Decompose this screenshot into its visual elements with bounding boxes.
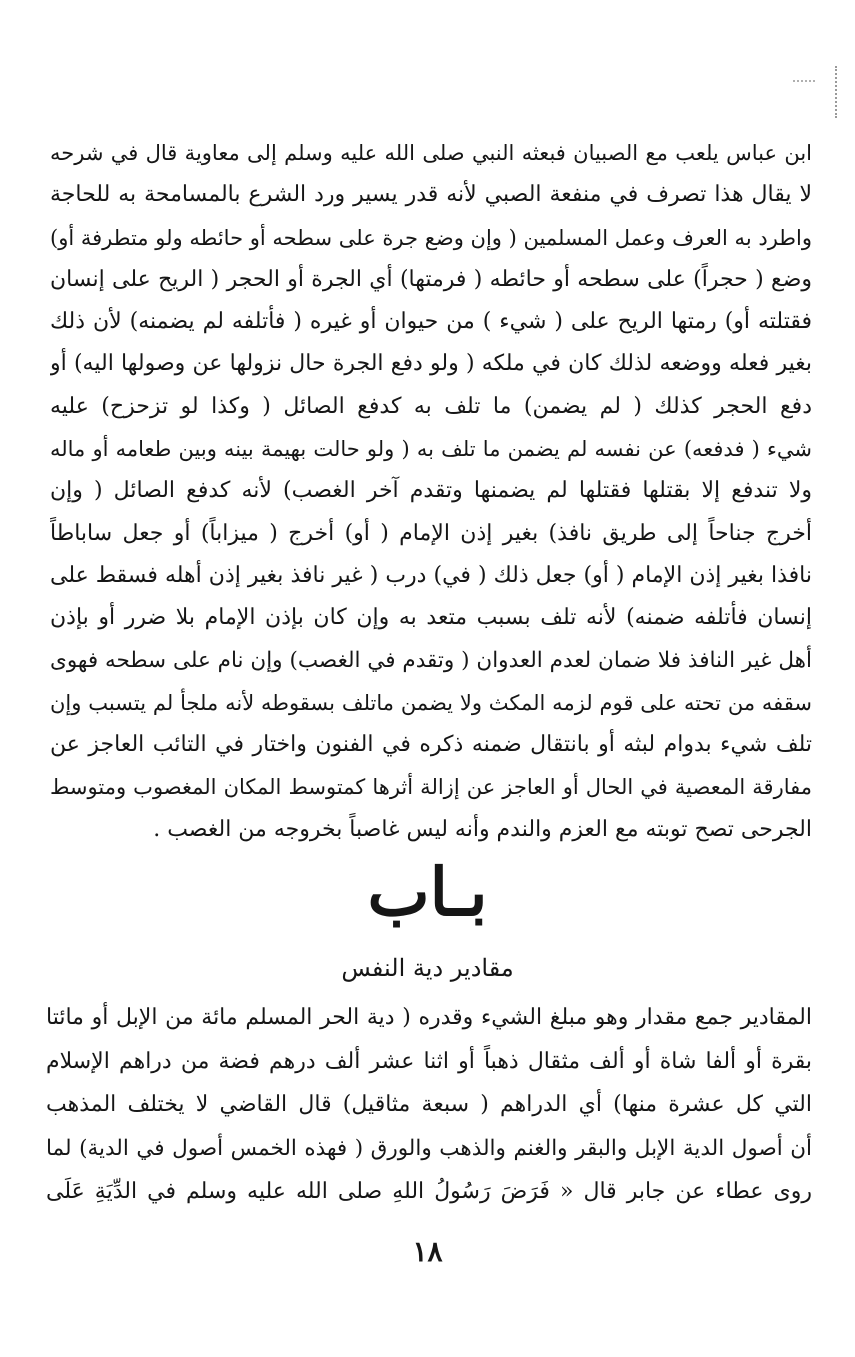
text-line: بقرة أو ألفا شاة أو ألف مثقال ذهباً أو اثنا عشر ألف درهم فضة من دراهم الإسلام [46,1048,812,1074]
text-line: الجرحى تصح توبته مع العزم والندم وأنه ليس غاصباً بخروجه من الغصب . [153,816,812,842]
text-line: واطرد به العرف وعمل المسلمين ( وإن وضع جرة على سطحه أو حائطه ولو متطرفة أو) [50,225,812,250]
text-line: إنسان فأتلفه ضمنه) لأنه تلف بسبب متعد به وإن كان بإذن الإمام بلا ضرر أو بإذن [50,605,812,631]
text-line: روى عطاء عن جابر قال « فَرَضَ رَسُولُ اللهِ صلى الله عليه وسلم في الدِّيَةِ عَلَى [46,1179,812,1205]
text-line: ولا تندفع إلا بقتلها فقتلها لم يضمنها وتقدم آخر الغصب) لأنه كدفع الصائل ( وإن [50,478,812,504]
scan-margin-marks [825,66,837,118]
text-line: التي كل عشرة منها) أي الدراهم ( سبعة مثاقيل) قال القاضي لا يختلف المذهب [46,1092,812,1118]
text-line: شيء ( فدفعه) عن نفسه لم يضمن ما تلف به ( ولو حالت بهيمة بينه وبين طعامه أو ماله [50,437,812,462]
chapter-subheading: مقادير دية النفس [341,954,514,982]
text-line: أهل غير النافذ فلا ضمان لعدم العدوان ( وتقدم في الغصب) وإن نام على سطحه فهوى [50,647,812,673]
text-line: وضع ( حجراً) على سطحه أو حائطه ( فرمتها) أي الجرة أو الحجر ( الريح على إنسان [50,266,812,292]
text-line: ابن عباس يلعب مع الصبيان فبعثه النبي صلى الله عليه وسلم إلى معاوية قال في شرحه [50,141,812,165]
text-line: تلف شيء بدوام لبثه أو بانتقال ضمنه ذكره في الفنون واختار في التائب العاجز عن [50,732,812,758]
text-line: دفع الحجر كذلك ( لم يضمن) ما تلف به كدفع الصائل ( وكذا لو تزحزح) عليه [50,393,812,419]
chapter-heading: بـاب [367,853,488,931]
body-paragraph-1 [50,132,812,851]
page-number: ١٨ [412,1235,443,1268]
body-paragraph-2 [46,996,812,1214]
text-line: أخرج جناحاً إلى طريق نافذ) بغير إذن الإمام ( أو) أخرج ( ميزاباً) أو جعل ساباطاً [50,520,812,546]
text-line: بغير فعله ووضعه لذلك كان في ملكه ( ولو دفع الجرة حال نزولها عن وصولها اليه) أو [50,351,812,377]
text-line: سقفه من تحته على قوم لزمه المكث ولا يضمن ماتلف بسقوطه لأنه ملجأ لم يتسبب وإن [50,690,812,715]
scan-margin-dash [793,80,815,82]
text-line: فقتلته أو) رمتها الريح على ( شيء ) من حيوان أو غيره ( فأتلفه لم يضمنه) لأن ذلك [50,309,812,335]
text-line: أن أصول الدية الإبل والبقر والغنم والذهب والورق ( فهذه الخمس أصول في الدية) لما [46,1135,812,1161]
text-line: لا يقال هذا تصرف في منفعة الصبي لأنه قدر يسير ورد الشرع بالمسامحة به للحاجة [50,182,812,208]
text-line: نافذا بغير إذن الإمام ( أو) جعل ذلك ( في) درب ( غير نافذ بغير إذن أهله فسقط على [50,562,812,588]
text-line: مفارقة المعصية في الحال أو العاجز عن إزالة أثرها كمتوسط المكان المغصوب ومتوسط [50,775,812,800]
text-line: المقادير جمع مقدار وهو مبلغ الشيء وقدره ( دية الحر المسلم مائة من الإبل أو مائتا [46,1005,812,1030]
